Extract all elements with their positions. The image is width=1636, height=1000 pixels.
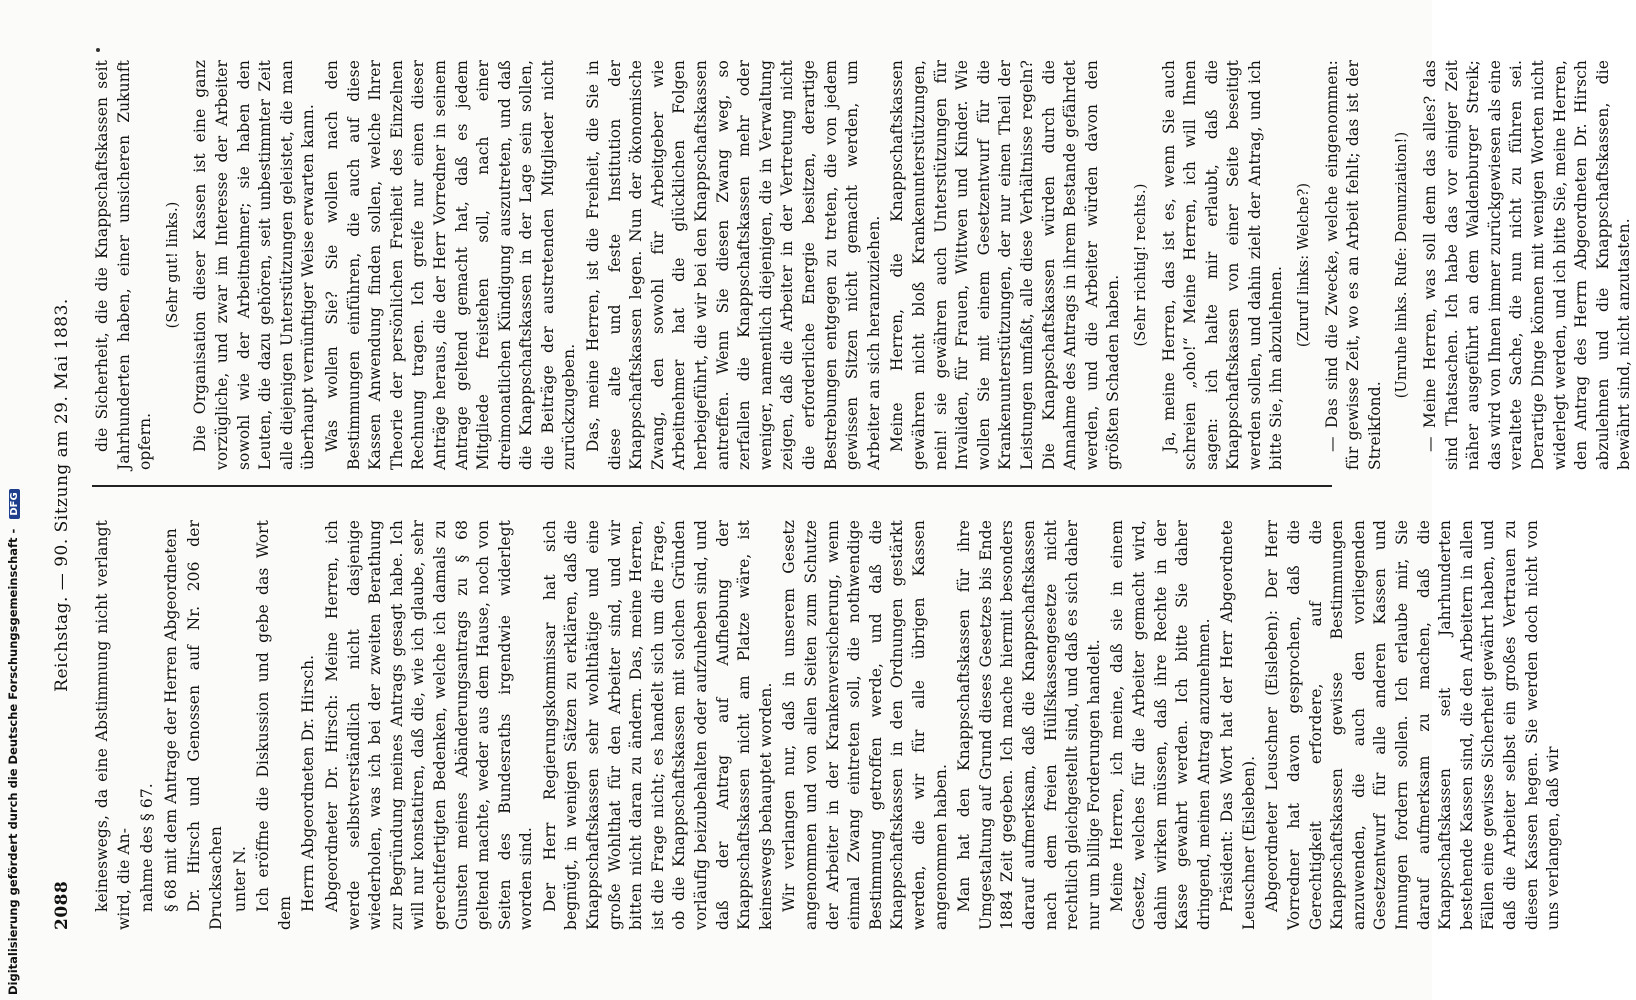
paragraph: Man hat den Knappschaftskassen für ihre Umgestaltung auf Grund dieses Gesetzes bis Ende 1884 Zeit gegeben. Ich mache hiermit besonders darauf aufmerksam, daß die Knappschaftskassen nach dem freien Hülfskassengesetze nicht rechtlich gleichgestellt sind, und daß es sich daher nur um billige Forderungen handelt. (955, 520, 1103, 930)
paragraph: Meine Herren, die Knappschaftskassen gewähren nicht bloß Krankenunterstützungen, nein! sie gewähren auch Unterstützungen für Invaliden, für Frauen, Wittwen und Kinder. Wie wollen Sie mit einem Gesetzentwurf für die Krankenunterstützungen, der nur einen Theil der Leistungen umfaßt, alle diese Verhältnisse regeln? Die Knappschaftskassen würden durch die Annahme des Antrags in ihrem Bestande gefährdet werden, und die Arbeiter würden davon den größten Schaden haben. (888, 60, 1123, 470)
paragraph: (Sehr gut! links.) (164, 201, 181, 329)
page-header (48, 60, 78, 930)
paragraph: Ja, meine Herren, das ist es, wenn Sie auch schreien „oho!“ Meine Herren, ich will Ihnen sagen: ich halte mir erlaubt, daß die Knappschaftskassen von einer Seite beseitigt werden sollen, und dahin zielt der Antrag, und ich bitte Sie, ihn abzulehnen. (1159, 60, 1286, 470)
paragraph: Dr. Hirsch und Genossen auf Nr. 206 der Drucksachen (185, 520, 225, 930)
paragraph: unter N. (230, 845, 249, 912)
paragraph: — Das sind die Zwecke, welche eingenommen: für gewisse Zeit, wo es an Arbeit fehlt; das ist der Streikfond. (1322, 60, 1384, 470)
paragraph: Herrn Abgeordneten Dr. Hirsch. (299, 654, 318, 912)
paragraph: die Sicherheit, die die Knappschaftskassen seit Jahrhunderten haben, einer unsicheren Zukunft opfern. (93, 60, 155, 470)
paragraph: Die Organisation dieser Kassen ist eine ganz vorzügliche, und zwar im Interesse der Arbeiter sowohl wie der Arbeitnehmer; sie haben den Leuten, die dazu gehören, seit unbestimmter Zeit alle diejenigen Unterstützungen geleistet, die man überhaupt vernünftiger Weise erwarten kann. (191, 60, 318, 470)
paragraph: Meine Herren, ich meine, daß sie in einem Gesetz, welches für die Arbeiter gemacht wird, dahin wirken müssen, daß ihre Rechte in der Kasse gewahrt werden. Ich bitte Sie daher dringend, meinen Antrag anzunehmen. (1108, 520, 1213, 930)
paragraph: — Meine Herren, was soll denn das alles? das sind Thatsachen. Ich habe das vor einiger Zeit näher ausgeführt an dem Waldenburger Streik; das wird von Ihnen immer zurückgewiesen als eine veraltete Sache, die nun nicht zu führen sei. Derartige Dinge können mit wenigen Worten nicht widerlegt werden, und ich bitte Sie, meine Herren, den Antrag des Herrn Abgeordneten Dr. Hirsch abzulehnen und die Knappschaftskassen, die bewährt sind, nicht anzutasten. (1421, 60, 1634, 470)
digitization-note (2, 0, 26, 1000)
paragraph: Abgeordneter Dr. Hirsch: Meine Herren, ich werde selbstverständlich nicht dasjenige wiederholen, was ich bei der zweiten Berathung zur Begründung meines Antrags gesagt habe. Ich will nur konstatiren, daß die, wie ich glaube, sehr gerechtfertigten Bedenken, welche ich damals zu Gunsten meines Abänderungsantrags zu § 68 geltend machte, weder aus dem Hause, noch von Seiten des Bundesraths irgendwie widerlegt worden sind. (322, 520, 536, 930)
paragraph: Das, meine Herren, ist die Freiheit, die Sie in diese alte und feste Institution der Knappschaftskassen legen. Nun der ökonomische Zwang, den sowohl für Arbeitgeber wie Arbeitnehmer hat die glücklichen Folgen herbeigeführt, die wir bei den Knappschaftskassen antreffen. Wenn Sie diesen Zwang weg, so zerfallen die Knappschaftskassen mehr oder weniger, namentlich diejenigen, die in Verwaltung zeigen, daß die Arbeiter in der Vertretung nicht die erforderliche Energie besitzen, derartige Bestrebungen entgegen zu treten, die von jedem gewissen Sitzen nicht gemacht werden, um Arbeiter an sich heranzuziehen. (584, 60, 883, 470)
digitization-note-text: Digitalisierung gefördert durch die Deutsche Forschungsgemeinschaft - (6, 528, 20, 995)
paragraph: Abgeordneter Leuschner (Eisleben): Der Herr Vorredner hat davon gesprochen, daß die Gerechtigkeit erfordere, auf die Knappschaftskassen gewisse Bestimmungen anzuwenden, die auch den vorliegenden Gesetzentwurf für alle anderen Kassen und Innungen fordern sollen. Ich erlaube mir, Sie darauf aufmerksam zu machen, daß die Knappschaftskassen seit Jahrhunderten bestehende Kassen sind, die den Arbeitern in allen Fällen eine gewisse Sicherheit gewährt haben, und daß die Arbeiter selbst ein großes Vertrauen zu diesen Kassen hegen. Sie werden doch nicht von uns verlangen, daß wir (1263, 520, 1563, 930)
text-columns (92, 60, 1634, 930)
paragraph: Wir verlangen nur, daß in unserem Gesetz angenommen und von allen Seiten zum Schutze der Arbeiter in der Krankenversicherung, wenn einmal Zwang eintreten soll, die nothwendige Bestimmung getroffen werde, und daß die Knappschaftskassen in den Ordnungen gestärkt werden, die wir für alle übrigen Kassen angenommen haben. (780, 520, 950, 930)
paragraph: keineswegs, da eine Abstimmung nicht verlangt wird, die An- (93, 520, 133, 930)
paragraph: Was wollen Sie? Sie wollen nach den Bestimmungen einführen, die auch auf diese Kassen Anwendung finden sollen, welche Ihrer Theorie der persönlichen Freiheit des Einzelnen Rechnung tragen. Ich greife nur einen dieser Anträge heraus, die der Herr Vorredner in seinem Antrage geltend gemacht hat, daß es jedem Mitgliede freistehen soll, nach einer dreimonatlichen Kündigung auszutreten, und daß die Knappschaftskassen in der Lage sein sollen, die Beiträge der austretenden Mitglieder nicht zurückzugeben. (322, 60, 579, 470)
dfg-logo: DFG (9, 489, 20, 518)
paragraph: Ich eröffne die Diskussion und gebe das Wort dem (254, 520, 294, 930)
column-divider (92, 485, 1332, 487)
paragraph: (Zuruf links: Welche?) (1296, 182, 1313, 348)
paragraph: (Sehr richtig! rechts.) (1132, 183, 1149, 347)
paragraph: nahme des § 67. (138, 783, 157, 912)
right-column (92, 60, 1634, 470)
paragraph: Der Herr Regierungskommissar hat sich begnügt, in wenigen Sätzen zu erklären, daß die Knappschaftskassen sehr wohlthätige und eine große Wohlthat für den Arbeiter sind, und wir bitten nicht daran zu ändern. Das, meine Herren, ist die Frage nicht; es handelt sich um die Frage, ob die Knappschaftskassen mit solchen Gründen vorläufig beizubehalten oder aufzuheben sind, und daß der Antrag auf Aufhebung der Knappschaftskassen nicht am Platze wäre, ist keineswegs behauptet worden. (540, 520, 775, 930)
paragraph: Präsident: Das Wort hat der Herr Abgeordnete Leuschner (Eisleben). (1218, 520, 1258, 930)
running-title: Reichstag. — 90. Sitzung am 29. Mai 1883. (52, 298, 72, 692)
paragraph: § 68 mit dem Antrage der Herren Abgeordneten (161, 528, 180, 912)
left-column (92, 520, 1563, 930)
paragraph: (Unruhe links. Rufe: Denunziation!) (1394, 131, 1411, 399)
scan-speck (96, 48, 100, 52)
page-number: 2088 (52, 880, 72, 930)
